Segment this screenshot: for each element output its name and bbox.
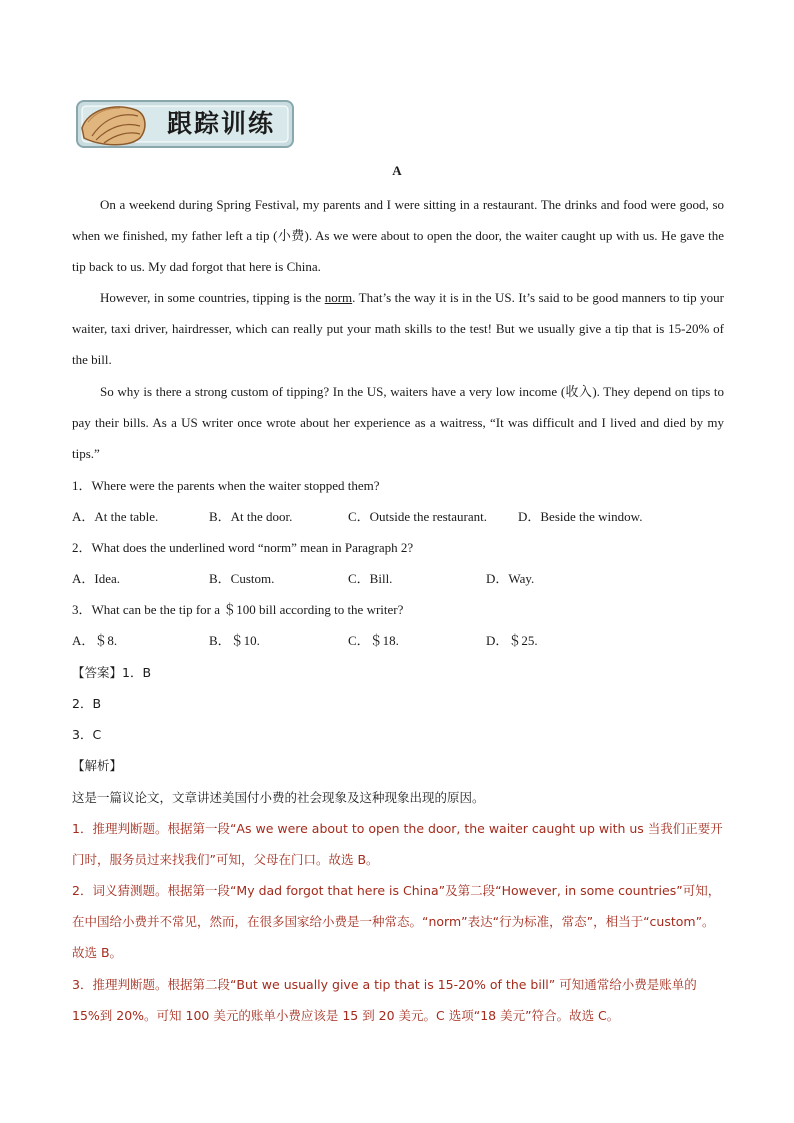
passage-paragraph-2 (72, 282, 724, 375)
answer-3: 3．C (72, 727, 102, 742)
analysis-label: 【解析】 (72, 758, 123, 773)
answer-1: 1．B (122, 665, 152, 680)
analysis-item-3: 3．推理判断题。根据第二段“But we usually give a tip that is 15-20% of the bill” 可知通常给小费是账单的 15%到 20%。可知 100 美元的账单小费应该是 15 到 20 美元。C 选项“18 美元”符合。故选 C。 (72, 977, 697, 1023)
banner-title: 跟踪训练 (166, 109, 275, 138)
analysis-summary: 这是一篇议论文，文章讲述美国付小费的社会现象及这种现象出现的原因。 (72, 790, 485, 805)
q2-option-d: D．Way. (486, 571, 535, 586)
q1-option-d: D．Beside the window. (518, 509, 643, 524)
section-banner (74, 98, 296, 150)
answer-label: 【答案】 (72, 665, 123, 680)
q3-option-d: D．＄25. (486, 633, 538, 648)
question-1-stem: 1．Where were the parents when the waiter stopped them? (72, 478, 380, 493)
passage-title: A (392, 163, 402, 178)
question-3-stem: 3．What can be the tip for a ＄100 bill according to the writer? (72, 602, 404, 617)
q3-option-b: B．＄10. (209, 633, 260, 648)
answer-2: 2．B (72, 696, 102, 711)
q3-option-c: C．＄18. (348, 633, 399, 648)
q1-option-b: B．At the door. (209, 509, 293, 524)
q2-option-a: A．Idea. (72, 571, 121, 586)
analysis-item-2: 2．词义猜测题。根据第一段“My dad forgot that here is China”及第二段“However, in some countries”可知，在中国给小费并不常见，然而，在很多国家给小费是一种常态。“norm”表达“行为标准，常态”，相当于“custom”。故选 B。 (72, 883, 721, 960)
analysis-item-1: 1．推理判断题。根据第一段“As we were about to open the door, the waiter caught up with us 当我们正要开门时，服务员过来找我们”可知，父母在门口。故选 B。 (72, 821, 723, 867)
answer-line-1 (72, 657, 732, 688)
underlined-word-norm: norm (324, 290, 353, 305)
p2-text-before: However, in some countries, tipping is the (100, 290, 325, 305)
q2-option-c: C．Bill. (348, 571, 393, 586)
q2-option-b: B．Custom. (209, 571, 275, 586)
question-2-stem: 2．What does the underlined word “norm” mean in Paragraph 2? (72, 540, 414, 555)
passage-paragraph-1: On a weekend during Spring Festival, my parents and I were sitting in a restaurant. The drinks and food were good, so when we finished, my father left a tip (小费). As we were about to open the door, the waiter caught up with us. He gave the tip back to us. My dad forgot that here is China. (72, 197, 724, 274)
q3-option-a: A．＄8. (72, 633, 118, 648)
p2-text-after: . That’s the way it is in the US. It’s said to be good manners to tip your waiter, taxi driver, hairdresser, which can really put your math skills to the test! But we usually give a tip that is 15-20% of the bill. (72, 290, 724, 367)
passage-paragraph-3: So why is there a strong custom of tipping? In the US, waiters have a very low income (收入). They depend on tips to pay their bills. As a US writer once wrote about her experience as a waitress, “It was difficult and I lived and died by my tips.” (72, 384, 724, 461)
q1-option-a: A．At the table. (72, 509, 159, 524)
q1-option-c: C．Outside the restaurant. (348, 509, 487, 524)
